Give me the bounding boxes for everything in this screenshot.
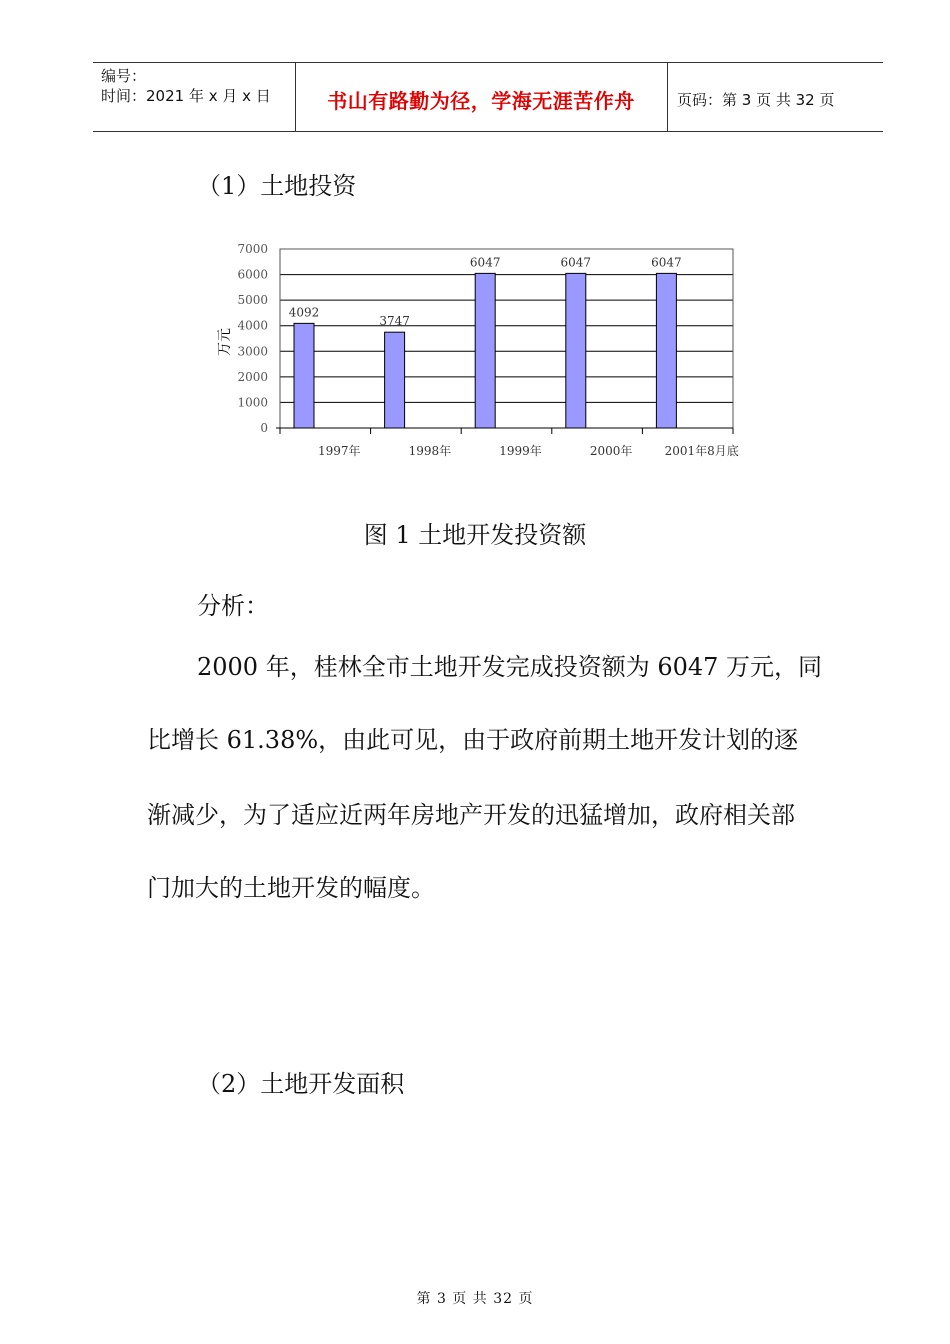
x-category-label: 1999年 — [499, 444, 542, 458]
header-meta-cell — [93, 63, 296, 131]
x-category-label: 1998年 — [408, 444, 452, 458]
data-label: 3747 — [379, 314, 410, 329]
y-tick-label: 7000 — [237, 242, 268, 256]
paragraph-line-3: 渐减少，为了适应近两年房地产开发的迅猛增加，政府相关部 — [147, 801, 795, 829]
data-label: 6047 — [651, 255, 682, 270]
y-axis-title: 万元 — [217, 328, 233, 356]
y-tick-label: 3000 — [237, 344, 268, 359]
y-tick-label: 0 — [260, 421, 268, 435]
paragraph-line-2: 比增长 61.38%，由此可见，由于政府前期土地开发计划的逐 — [147, 726, 799, 754]
x-category-label: 2001年8月底 — [664, 444, 739, 458]
page-header — [93, 62, 883, 132]
investment-bar-chart — [200, 238, 760, 470]
section1-heading: （1）土地投资 — [197, 172, 357, 200]
x-axis-labels — [318, 443, 739, 458]
page-footer: 第 3 页 共 32 页 — [416, 1291, 534, 1307]
data-label: 6047 — [560, 255, 592, 270]
x-category-label: 1997年 — [318, 444, 361, 458]
section2-heading: （2）土地开发面积 — [197, 1070, 405, 1098]
header-motto-cell — [295, 63, 668, 131]
page-info: 页码：第 3 页 共 32 页 — [677, 91, 835, 109]
bar-1998年 — [385, 332, 405, 428]
y-tick-label: 4000 — [237, 318, 268, 333]
time-label: 时间：2021 年 x 月 x 日 — [101, 87, 271, 105]
bar-2000年 — [566, 273, 586, 428]
data-label: 6047 — [469, 255, 501, 270]
header-page-cell — [667, 63, 883, 131]
y-tick-label: 1000 — [237, 395, 268, 410]
y-tick-label: 6000 — [237, 267, 268, 282]
bar-1997年 — [294, 323, 314, 428]
x-category-label: 2000年 — [589, 444, 633, 458]
paragraph-line-1: 2000 年，桂林全市土地开发完成投资额为 6047 万元，同 — [197, 653, 823, 681]
y-tick-label: 5000 — [237, 293, 268, 308]
chart-bars — [294, 273, 676, 428]
motto-text: 书山有路勤为径，学海无涯苦作舟 — [327, 89, 635, 113]
data-label: 4092 — [288, 305, 320, 320]
code-label: 编号： — [101, 67, 147, 85]
y-tick-label: 2000 — [237, 369, 268, 384]
bar-2001年8月底 — [656, 273, 676, 428]
bar-1999年 — [475, 273, 495, 428]
figure-caption: 图 1 土地开发投资额 — [363, 521, 587, 549]
analysis-label: 分析： — [197, 592, 269, 620]
paragraph-line-4: 门加大的土地开发的幅度。 — [147, 874, 435, 902]
y-axis-ticks — [237, 242, 268, 435]
